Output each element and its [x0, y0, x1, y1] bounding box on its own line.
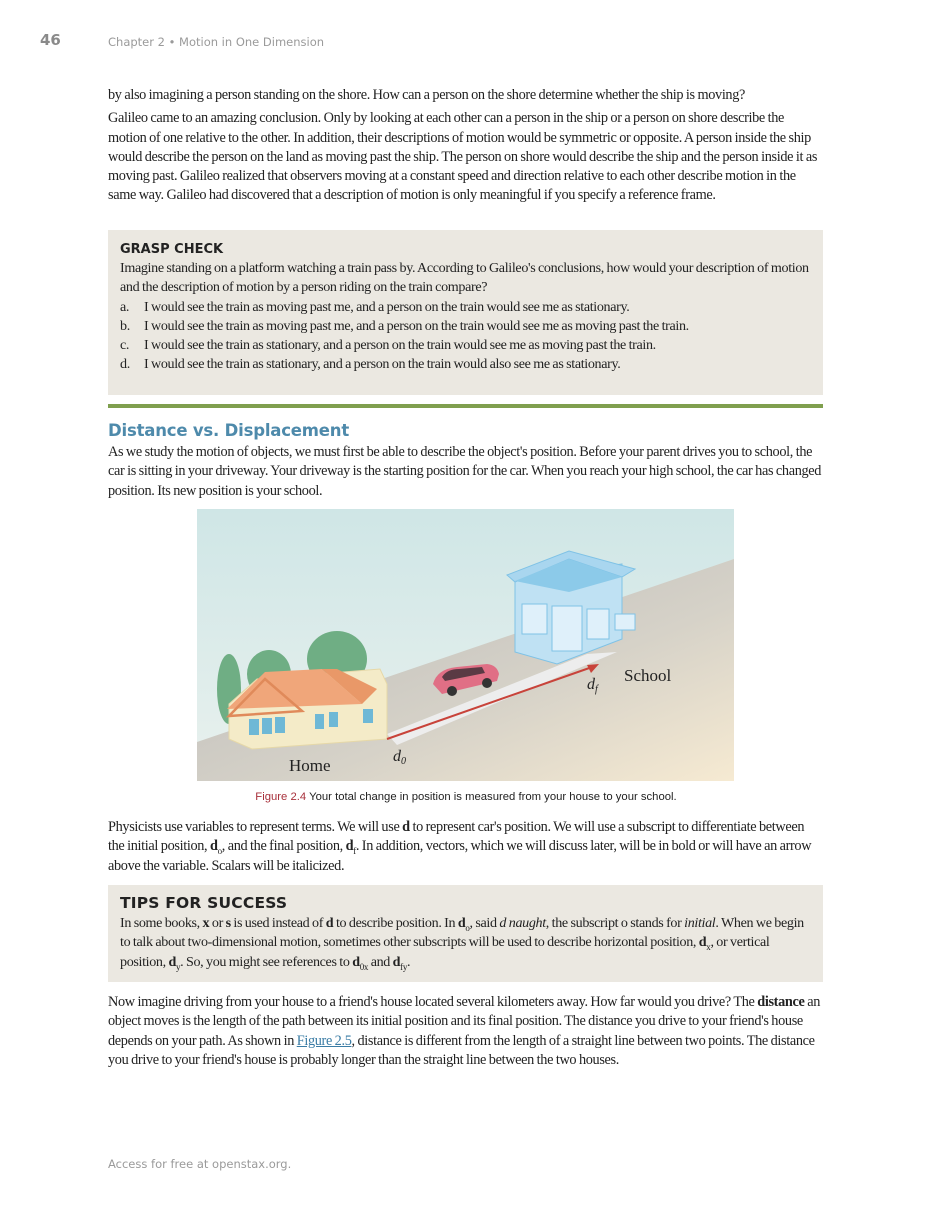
section-divider	[108, 404, 823, 408]
section-heading: Distance vs. Displacement	[108, 421, 350, 440]
footer-text: Access for free at openstax.org.	[108, 1157, 292, 1171]
tips-title: TIPS FOR SUCCESS	[120, 894, 288, 912]
school-label: School	[624, 666, 672, 685]
distance-text	[108, 993, 823, 1070]
choice-text: I would see the train as stationary, and a person on the train would also see me as stationary.	[144, 356, 621, 373]
grasp-check-question: Imagine standing on a platform watching a train pass by. According to Galileo's conclusions, how would your description of motion and the description of motion by a person riding on the train compare?	[120, 260, 809, 296]
tips-for-success-box	[108, 885, 823, 982]
choice-text: I would see the train as stationary, and a person on the train would see me as moving past the train.	[144, 337, 656, 354]
d-final-label: df	[587, 676, 598, 695]
home-label: Home	[289, 756, 331, 775]
paragraph: Now imagine driving from your house to a friend's house located several kilometers away. How far would you drive? The distance an object moves is the length of the path between its initial position and its final position. The distance you drive to your friend's house depends on your path. As shown in Figure 2.5, distance is different from the length of a straight line between two points. The distance you drive to your friend's house is probably longer than the straight line between the two houses.	[108, 994, 821, 1068]
tips-text: In some books, x or s is used instead of d to describe position. In $d_o$, said d naught, the subscript o stands for initial. When we begin to talk about two-dimensional motion, sometimes other subscripts will be used to describe horizontal position, $d_x$, or vertical position, $d_y$. So, you might see references to $d_{0x}$ and $d_{fy}$.	[120, 915, 804, 972]
answer-choice[interactable]	[120, 355, 811, 374]
answer-choice[interactable]	[120, 298, 811, 317]
caption-text: Your total change in position is measured from your house to your school.	[306, 791, 677, 803]
paragraph: As we study the motion of objects, we must first be able to describe the object's position. Before your parent drives you to school, the car is sitting in your driveway. Your driveway is the starting position for the car. When you reach your high school, the car has changed position. Its new position is your school.	[108, 444, 822, 499]
figure-2-5-link[interactable]: Figure 2.5	[296, 1032, 352, 1049]
choice-label: c.	[120, 337, 130, 354]
figure-illustration	[197, 509, 734, 781]
figure-caption	[0, 791, 932, 803]
d-initial-label: d0	[393, 748, 406, 767]
grasp-check-title: GRASP CHECK	[120, 242, 224, 257]
paragraph: Physicists use variables to represent terms. We will use d to represent car's position. We will use a subscript to differentiate between the initial position, $d_o$, and the final position, $d_f$. In addition, vectors, which we will discuss later, will be in bold or will have an arrow above the variable. Scalars will be italicized.	[108, 819, 812, 874]
grasp-check-box	[108, 230, 823, 395]
choice-text: I would see the train as moving past me, and a person on the train would see me as moving past the train.	[144, 317, 689, 334]
paragraph: Galileo came to an amazing conclusion. Only by looking at each other can a person in the ship or a person on shore describe the motion of one relative to the other. In addition, their descriptions of motion would be symmetric or opposite. A person inside the ship would describe the person on the land as moving past the ship. The person on shore would describe the ship and the person inside it as moving past. Galileo realized that observers moving at a constant speed and direction relative to each other describe motion in the same way. Galileo had discovered that a description of motion is only meaningful if you specify a reference frame.	[108, 110, 818, 204]
figure-number: Figure 2.4	[255, 791, 307, 803]
running-header: Chapter 2 • Motion in One Dimension	[108, 35, 325, 49]
choice-label: d.	[120, 356, 130, 373]
section-intro	[108, 443, 823, 501]
page-number: 46	[40, 31, 61, 49]
choice-text: I would see the train as moving past me, and a person on the train would see me as stationary.	[144, 298, 630, 315]
intro-text	[108, 86, 823, 206]
answer-choice[interactable]	[120, 336, 811, 355]
choice-label: a.	[120, 298, 130, 315]
choice-label: b.	[120, 317, 130, 334]
paragraph: by also imagining a person standing on the shore. How can a person on the shore determine whether the ship is moving?	[108, 87, 746, 103]
variables-text	[108, 818, 823, 876]
answer-choice[interactable]	[120, 317, 811, 336]
figure-home-to-school	[197, 509, 734, 781]
answer-choices	[120, 298, 811, 375]
